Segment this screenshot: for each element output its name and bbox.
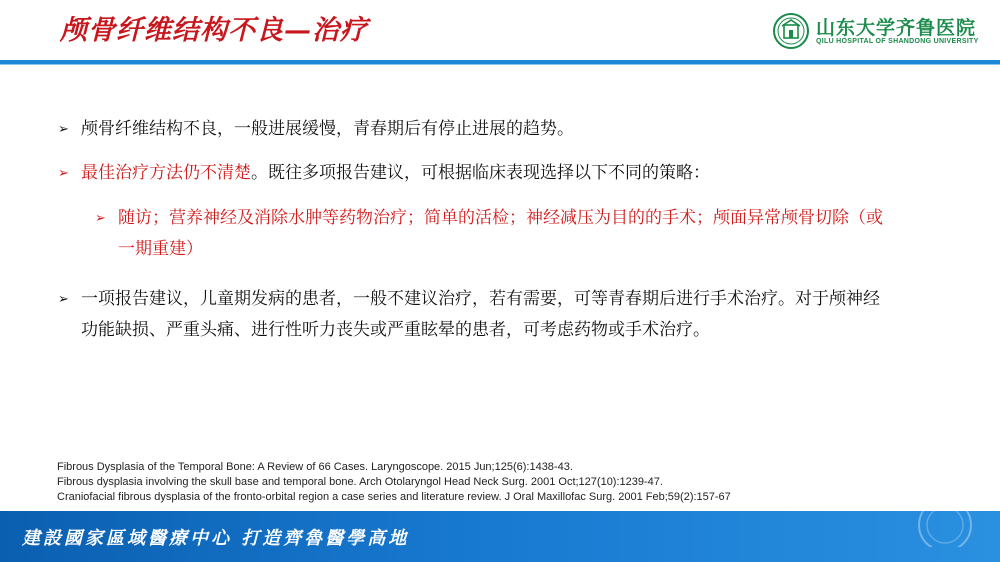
bullet-2-highlight: 最佳治疗方法仍不清楚	[81, 163, 251, 183]
reference-item: Fibrous dysplasia involving the skull base and temporal bone. Arch Otolaryngol Head Neck Surg. 2001 Oct;127(10):1239-47.	[57, 476, 663, 488]
sub-bullet-text	[118, 203, 883, 265]
bullet-arrow-icon: ➢	[58, 122, 69, 137]
watermark-icon	[905, 511, 985, 547]
references	[57, 460, 957, 505]
slide-footer	[0, 511, 1000, 562]
bullet-1-text: 颅骨纤维结构不良，一般进展缓慢，青春期后有停止进展的趋势。	[81, 119, 574, 139]
bullet-4-line-1: 一项报告建议，儿童期发病的患者，一般不建议治疗，若有需要，可等青春期后进行手术治疗。对于颅神经	[81, 289, 880, 309]
bullet-arrow-icon: ➢	[95, 211, 106, 226]
slide-title: 颅骨纤维结构不良—治疗	[60, 15, 368, 46]
reference-item: Fibrous Dysplasia of the Temporal Bone: A Review of 66 Cases. Laryngoscope. 2015 Jun;125(6):1438-43.	[57, 461, 573, 473]
hospital-name-en: QILU HOSPITAL OF SHANDONG UNIVERSITY	[816, 38, 979, 45]
slide-header	[0, 0, 1000, 60]
bullet-2-text	[81, 158, 710, 189]
footer-slogan: 建設國家區域醫療中心 打造齊魯醫學高地	[22, 528, 410, 549]
header-divider-thin	[0, 64, 1000, 65]
sub-bullet-line-2: 一期重建）	[118, 239, 203, 259]
hospital-emblem-icon	[773, 13, 809, 49]
bullet-2-rest: 。既往多项报告建议，可根据临床表现选择以下不同的策略：	[251, 163, 710, 183]
sub-bullet-line-1: 随访；营养神经及消除水肿等药物治疗；简单的活检；神经减压为目的的手术；颅面异常颅骨切除（或	[118, 208, 883, 228]
bullet-4-line-2: 功能缺损、严重头痛、进行性听力丧失或严重眩晕的患者，可考虑药物或手术治疗。	[81, 320, 710, 340]
hospital-logo	[773, 13, 988, 49]
bullet-arrow-icon: ➢	[58, 292, 69, 307]
hospital-name-cn: 山东大学齐鲁医院	[816, 17, 977, 39]
reference-item: Craniofacial fibrous dysplasia of the fronto-orbital region a case series and literature review. J Oral Maxillofac Surg. 2001 Feb;59(2):157-67	[57, 491, 731, 503]
bullet-4-text	[81, 284, 880, 346]
bullet-arrow-icon: ➢	[58, 166, 69, 181]
